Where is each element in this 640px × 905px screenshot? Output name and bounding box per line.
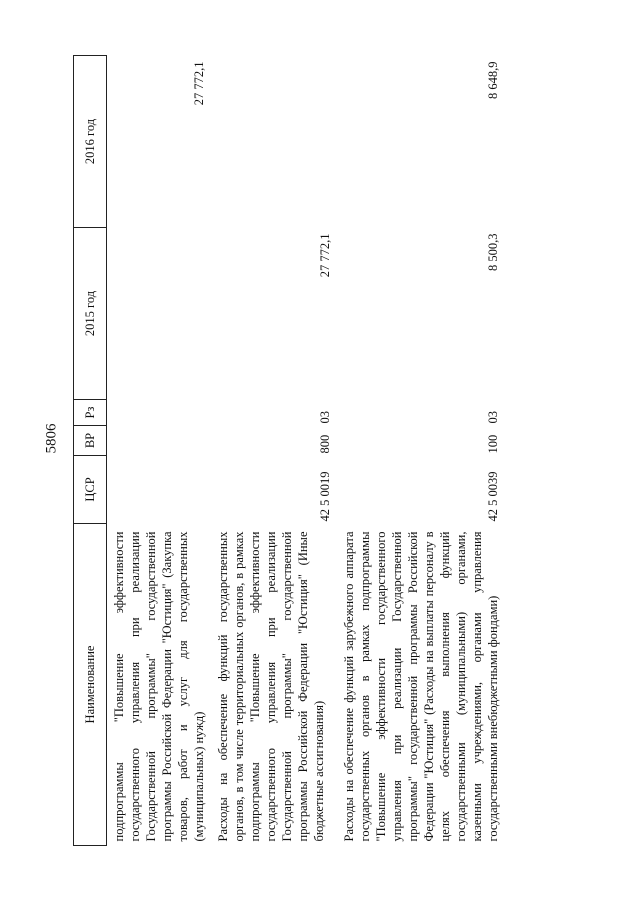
page-number: 5806: [43, 423, 60, 454]
row-2016: [211, 56, 337, 228]
row-vr: [107, 426, 212, 456]
table-row: [211, 56, 337, 846]
header-2015: 2015 год: [74, 228, 107, 400]
row-2016: 8 648,9: [486, 61, 500, 99]
table-row: [107, 56, 212, 846]
row-2016: 27 772,1: [192, 61, 206, 106]
header-rz: Рз: [74, 400, 107, 426]
row-rz: [107, 400, 212, 426]
row-name: подпрограммы "Повышение эффективности государственного управления при реализации Государственной программы" государственной программы Российской Федерации "Юстиция" (Закупка товаров, работ и услуг для государственных (муниципальных) нужд): [112, 531, 206, 842]
rotated-page: [73, 56, 593, 846]
row-name: Расходы на обеспечение функций государственных органов, в том числе территориальных органов, в рамках подпрограммы "Повышение эффективности государственного управления при реализации Государственной программы" государственной программы Российской Федерации "Юстиция" (Иные бюджетные ассигнования): [216, 531, 326, 842]
row-name: Расходы на обеспечение функций зарубежного аппарата государственных органов в рамках подпрограммы "Повышение эффективности государственного управления при реализации Государственной программы" государственной программы Российской Федерации "Юстиция" (Расходы на выплаты персоналу в целях обеспечения выполнения функций государственными (муниципальными) органами, казенными учреждениями, органами управления государственными внебюджетными фондами): [342, 531, 500, 842]
row-2015: 8 500,3: [486, 233, 500, 271]
header-name: Наименование: [74, 524, 107, 846]
table-row: [337, 56, 505, 846]
row-vr: 100: [486, 434, 500, 454]
row-csr: 42 5 0039: [486, 471, 500, 522]
row-csr: 42 5 0019: [318, 471, 332, 522]
row-2015: [107, 228, 212, 400]
budget-table: [73, 55, 505, 846]
header-2016: 2016 год: [74, 56, 107, 228]
header-vr: ВР: [74, 426, 107, 456]
header-csr: ЦСР: [74, 456, 107, 524]
row-rz: 03: [318, 411, 332, 424]
row-2015: 27 772,1: [318, 233, 332, 278]
row-csr: [107, 456, 212, 524]
row-rz: 03: [486, 411, 500, 424]
table-header-row: [74, 56, 107, 846]
row-vr: 800: [318, 434, 332, 454]
